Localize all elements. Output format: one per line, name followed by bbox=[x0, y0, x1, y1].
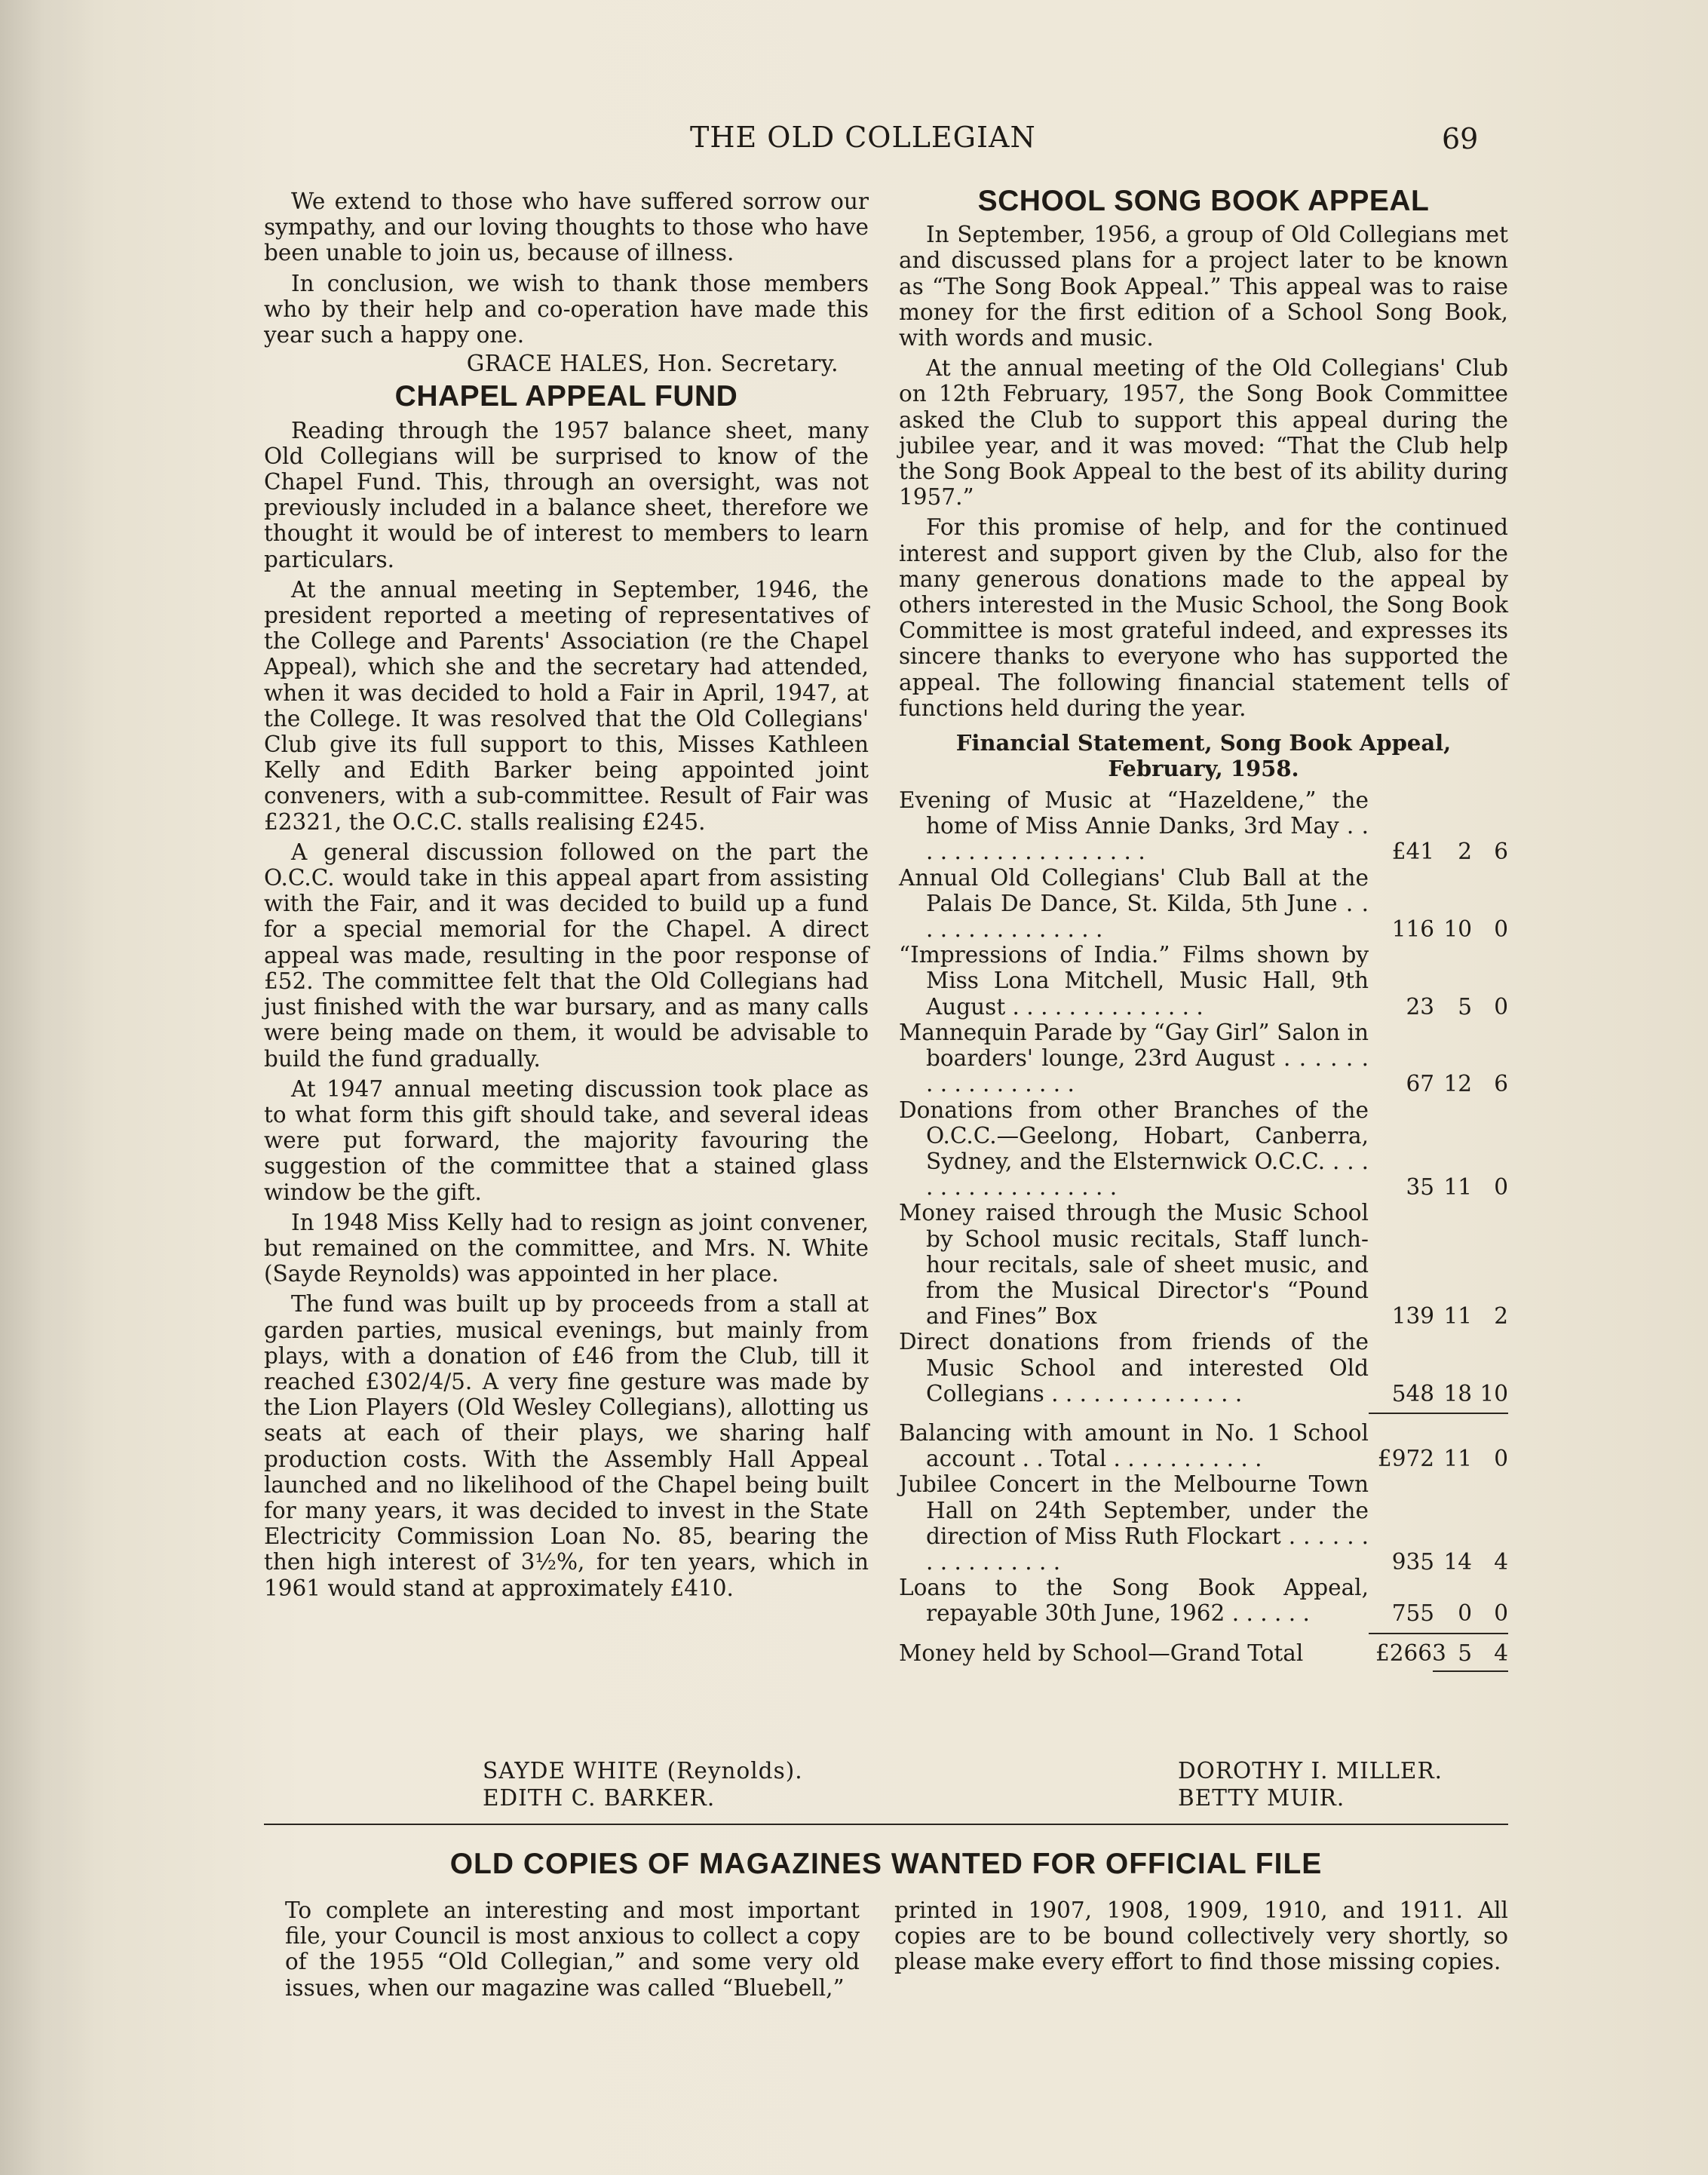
statement-row bbox=[899, 1200, 1508, 1329]
statement-amount bbox=[1369, 1174, 1508, 1200]
amount-shillings: 5 bbox=[1458, 1640, 1472, 1666]
statement-amount bbox=[1369, 1446, 1508, 1471]
magazines-wanted-right bbox=[894, 1897, 1508, 1975]
amount-pounds: 139 bbox=[1391, 1303, 1434, 1330]
amount-pence: 0 bbox=[1494, 1174, 1508, 1201]
amount-pounds: 67 bbox=[1406, 1071, 1434, 1097]
amount-pounds: 548 bbox=[1391, 1380, 1434, 1407]
financial-statement-date: February, 1958. bbox=[1108, 756, 1299, 782]
amount-pence: 0 bbox=[1494, 916, 1508, 943]
signatory-name: SAYDE WHITE (Reynolds). bbox=[483, 1758, 803, 1784]
amount-pounds: £2663 bbox=[1375, 1640, 1446, 1666]
financial-statement-title bbox=[899, 730, 1508, 781]
statement-desc: Money raised through the Music School by School music recitals, Staff lunch-hour recitals, sale of sheet music, and from the Musical Director's “Pound and Fines” Box bbox=[899, 1200, 1369, 1330]
amount-shillings: 2 bbox=[1458, 839, 1472, 865]
statement-row bbox=[899, 1020, 1508, 1097]
amount-shillings: 11 bbox=[1443, 1446, 1472, 1472]
amount-shillings: 5 bbox=[1458, 993, 1472, 1020]
signatory-name: EDITH C. BARKER. bbox=[483, 1785, 716, 1811]
amount-pounds: 755 bbox=[1391, 1600, 1434, 1627]
amount-pence: 4 bbox=[1494, 1640, 1508, 1666]
chapel-paragraph: At 1947 annual meeting discussion took place as to what form this gift should take, and several ideas were put forward, the majority favouring the suggestion of the committee that a stained glass window be the gift. bbox=[264, 1075, 869, 1205]
intro-paragraph: In conclusion, we wish to thank those members who by their help and co-operation have made this year such a happy one. bbox=[264, 270, 869, 348]
chapel-paragraph: A general discussion followed on the part the O.C.C. would take in this appeal apart from assisting with the Fair, and it was decided to build up a fund for a special memorial for the Chapel. A direct appeal was made, resulting in the poor response of £52. The committee felt that the Old Collegians had just finished with the war bursary, and as many calls were being made on them, it would be advisable to build the fund gradually. bbox=[264, 839, 869, 1072]
grand-total-desc: Money held by School—Grand Total bbox=[899, 1640, 1304, 1666]
subtotal-rule bbox=[1369, 1413, 1508, 1414]
grand-total-row bbox=[899, 1640, 1508, 1666]
magazines-wanted-text: To complete an interesting and most important file, your Council is most anxious to collect a copy of the 1955 “Old Collegian,” and some very old issues, when our magazine was called “Bluebell,” bbox=[285, 1897, 860, 2001]
statement-desc: Jubilee Concert in the Melbourne Town Hall on 24th September, under the direction of Miss Ruth Flockart . . . . . . . . . . . . . . . . bbox=[899, 1471, 1369, 1575]
statement-items-second bbox=[899, 1420, 1508, 1627]
grand-total-rule bbox=[1433, 1670, 1508, 1672]
magazines-wanted-left bbox=[285, 1897, 860, 2001]
statement-desc: Donations from other Branches of the O.C.C.—Geelong, Hobart, Canberra, Sydney, and the Elsternwick O.C.C. . . . . . . . . . . . . . . . . . bbox=[899, 1097, 1369, 1201]
amount-shillings: 18 bbox=[1443, 1380, 1472, 1407]
statement-amount bbox=[1369, 1381, 1508, 1407]
amount-pence: 2 bbox=[1494, 1303, 1508, 1330]
statement-amount bbox=[1369, 839, 1508, 864]
grand-total-amount bbox=[1369, 1640, 1508, 1666]
secretary-signature: GRACE HALES, Hon. Secretary. bbox=[466, 351, 839, 377]
chapel-paragraph: The fund was built up by proceeds from a stall at garden parties, musical evenings, but mainly from plays, with a donation of £46 from the Club, till it reached £302/4/5. A very fine gesture was made by the Lion Players (Old Wesley Collegians), allotting us seats at each of their plays, we sharing half production costs. With the Assembly Hall Appeal launched and no likelihood of the Chapel being built for many years, it was decided to invest in the State Electricity Commission Loan No. 85, bearing the then high interest of 3½%, for ten years, which in 1961 would stand at approximately £410. bbox=[264, 1291, 869, 1601]
chapel-signatories bbox=[483, 1757, 875, 1811]
signatory-name: BETTY MUIR. bbox=[1178, 1785, 1345, 1811]
magazines-wanted-heading: OLD COPIES OF MAGAZINES WANTED FOR OFFICIAL FILE bbox=[449, 1848, 1323, 1880]
chapel-paragraph: In 1948 Miss Kelly had to resign as joint convener, but remained on the committee, and Mrs. N. White (Sayde Reynolds) was appointed in her place. bbox=[264, 1209, 869, 1287]
statement-row bbox=[899, 787, 1508, 865]
amount-shillings: 14 bbox=[1443, 1548, 1472, 1575]
statement-items bbox=[899, 787, 1508, 1407]
song-book-paragraph: In September, 1956, a group of Old Collegians met and discussed plans for a project later to be known as “The Song Book Appeal.” This appeal was to raise money for the first edition of a School Song Book, with words and music. bbox=[899, 222, 1508, 351]
song-book-signatories bbox=[1178, 1757, 1495, 1811]
amount-shillings: 10 bbox=[1443, 916, 1472, 943]
signatory-name: DOROTHY I. MILLER. bbox=[1178, 1758, 1443, 1784]
chapel-paragraph: At the annual meeting in September, 1946, the president reported a meeting of representatives of the College and Parents' Association (re the Chapel Appeal), which she and the secretary had attended, when it was decided to hold a Fair in April, 1947, at the College. It was resolved that the Old Collegians' Club give its full support to this, Misses Kathleen Kelly and Edith Barker being appointed joint conveners, with a sub-committee. Result of Fair was £2321, the O.C.C. stalls realising £245. bbox=[264, 576, 869, 835]
page-number: 69 bbox=[1442, 122, 1479, 155]
statement-row bbox=[899, 1329, 1508, 1407]
amount-shillings: 11 bbox=[1443, 1303, 1472, 1330]
statement-desc: Loans to the Song Book Appeal, repayable 30th June, 1962 . . . . . . bbox=[899, 1575, 1369, 1627]
amount-pounds: £41 bbox=[1391, 839, 1434, 865]
book-spine-shadow bbox=[0, 0, 90, 2175]
statement-amount bbox=[1369, 1549, 1508, 1575]
financial-statement-title-line: Financial Statement, Song Book Appeal, bbox=[955, 730, 1452, 756]
statement-row bbox=[899, 1097, 1508, 1201]
song-book-paragraph: At the annual meeting of the Old Collegians' Club on 12th February, 1957, the Song Book Committee asked the Club to support this appeal during the jubilee year, and it was moved: “That the Club help the Song Book Appeal to the best of its ability during 1957.” bbox=[899, 355, 1508, 511]
left-column bbox=[264, 189, 869, 1601]
intro-paragraph: We extend to those who have suffered sorrow our sympathy, and our loving thoughts to those who have been unable to join us, because of illness. bbox=[264, 189, 869, 266]
amount-pence: 0 bbox=[1494, 993, 1508, 1020]
statement-desc: Mannequin Parade by “Gay Girl” Salon in boarders' lounge, 23rd August . . . . . . . . . . . . . . . . . bbox=[899, 1019, 1369, 1097]
chapel-paragraph: Reading through the 1957 balance sheet, many Old Collegians will be surprised to know of the Chapel Fund. This, through an oversight, was not previously included in a balance sheet, therefore we thought it would be of interest to members to learn particulars. bbox=[264, 417, 869, 572]
right-column bbox=[899, 185, 1508, 1678]
magazines-wanted-text: printed in 1907, 1908, 1909, 1910, and 1911. All copies are to be bound collectively very shortly, so please make every effort to find those missing copies. bbox=[894, 1897, 1508, 1975]
amount-pence: 0 bbox=[1494, 1446, 1508, 1472]
amount-pounds: 935 bbox=[1391, 1548, 1434, 1575]
amount-pence: 6 bbox=[1494, 839, 1508, 865]
statement-amount bbox=[1369, 994, 1508, 1020]
amount-shillings: 12 bbox=[1443, 1071, 1472, 1097]
statement-amount bbox=[1369, 1600, 1508, 1626]
amount-pounds: 116 bbox=[1391, 916, 1434, 943]
amount-pence: 4 bbox=[1494, 1548, 1508, 1575]
amount-pounds: £972 bbox=[1377, 1446, 1434, 1472]
song-book-appeal-heading: SCHOOL SONG BOOK APPEAL bbox=[977, 185, 1430, 217]
statement-desc: Annual Old Collegians' Club Ball at the Palais De Dance, St. Kilda, 5th June . . . . . . . . . . . . . . . bbox=[899, 864, 1369, 943]
statement-desc: Evening of Music at “Hazeldene,” the home of Miss Annie Danks, 3rd May . . . . . . . . . . . . . . . . . . bbox=[899, 787, 1369, 865]
amount-pence: 6 bbox=[1494, 1071, 1508, 1097]
amount-pounds: 23 bbox=[1406, 993, 1434, 1020]
statement-amount bbox=[1369, 916, 1508, 942]
chapel-appeal-heading: CHAPEL APPEAL FUND bbox=[394, 380, 738, 413]
statement-amount bbox=[1369, 1303, 1508, 1329]
amount-shillings: 11 bbox=[1443, 1174, 1472, 1201]
amount-shillings: 0 bbox=[1458, 1600, 1472, 1627]
running-header-title: THE OLD COLLEGIAN bbox=[690, 121, 1036, 154]
amount-pence: 10 bbox=[1480, 1380, 1508, 1407]
statement-row bbox=[899, 1575, 1508, 1626]
statement-row bbox=[899, 1471, 1508, 1575]
section-divider bbox=[264, 1824, 1508, 1825]
song-book-paragraph: For this promise of help, and for the continued interest and support given by the Club, also for the many generous donations made to the appeal by others interested in the Music School, the Song Book Committee is most grateful indeed, and expresses its sincere thanks to everyone who has supported the appeal. The following financial statement tells of functions held during the year. bbox=[899, 514, 1508, 721]
statement-amount bbox=[1369, 1071, 1508, 1097]
amount-pounds: 35 bbox=[1406, 1174, 1434, 1201]
statement-row bbox=[899, 865, 1508, 943]
statement-row bbox=[899, 942, 1508, 1020]
statement-row bbox=[899, 1420, 1508, 1471]
statement-desc: Balancing with amount in No. 1 School account . . Total . . . . . . . . . . . bbox=[899, 1419, 1369, 1472]
statement-desc: “Impressions of India.” Films shown by Miss Lona Mitchell, Music Hall, 9th August . . . . . . . . . . . . . . bbox=[899, 942, 1369, 1020]
statement-desc: Direct donations from friends of the Music School and interested Old Collegians . . . . . . . . . . . . . . bbox=[899, 1329, 1369, 1407]
amount-pence: 0 bbox=[1494, 1600, 1508, 1627]
total-rule bbox=[1369, 1633, 1508, 1634]
